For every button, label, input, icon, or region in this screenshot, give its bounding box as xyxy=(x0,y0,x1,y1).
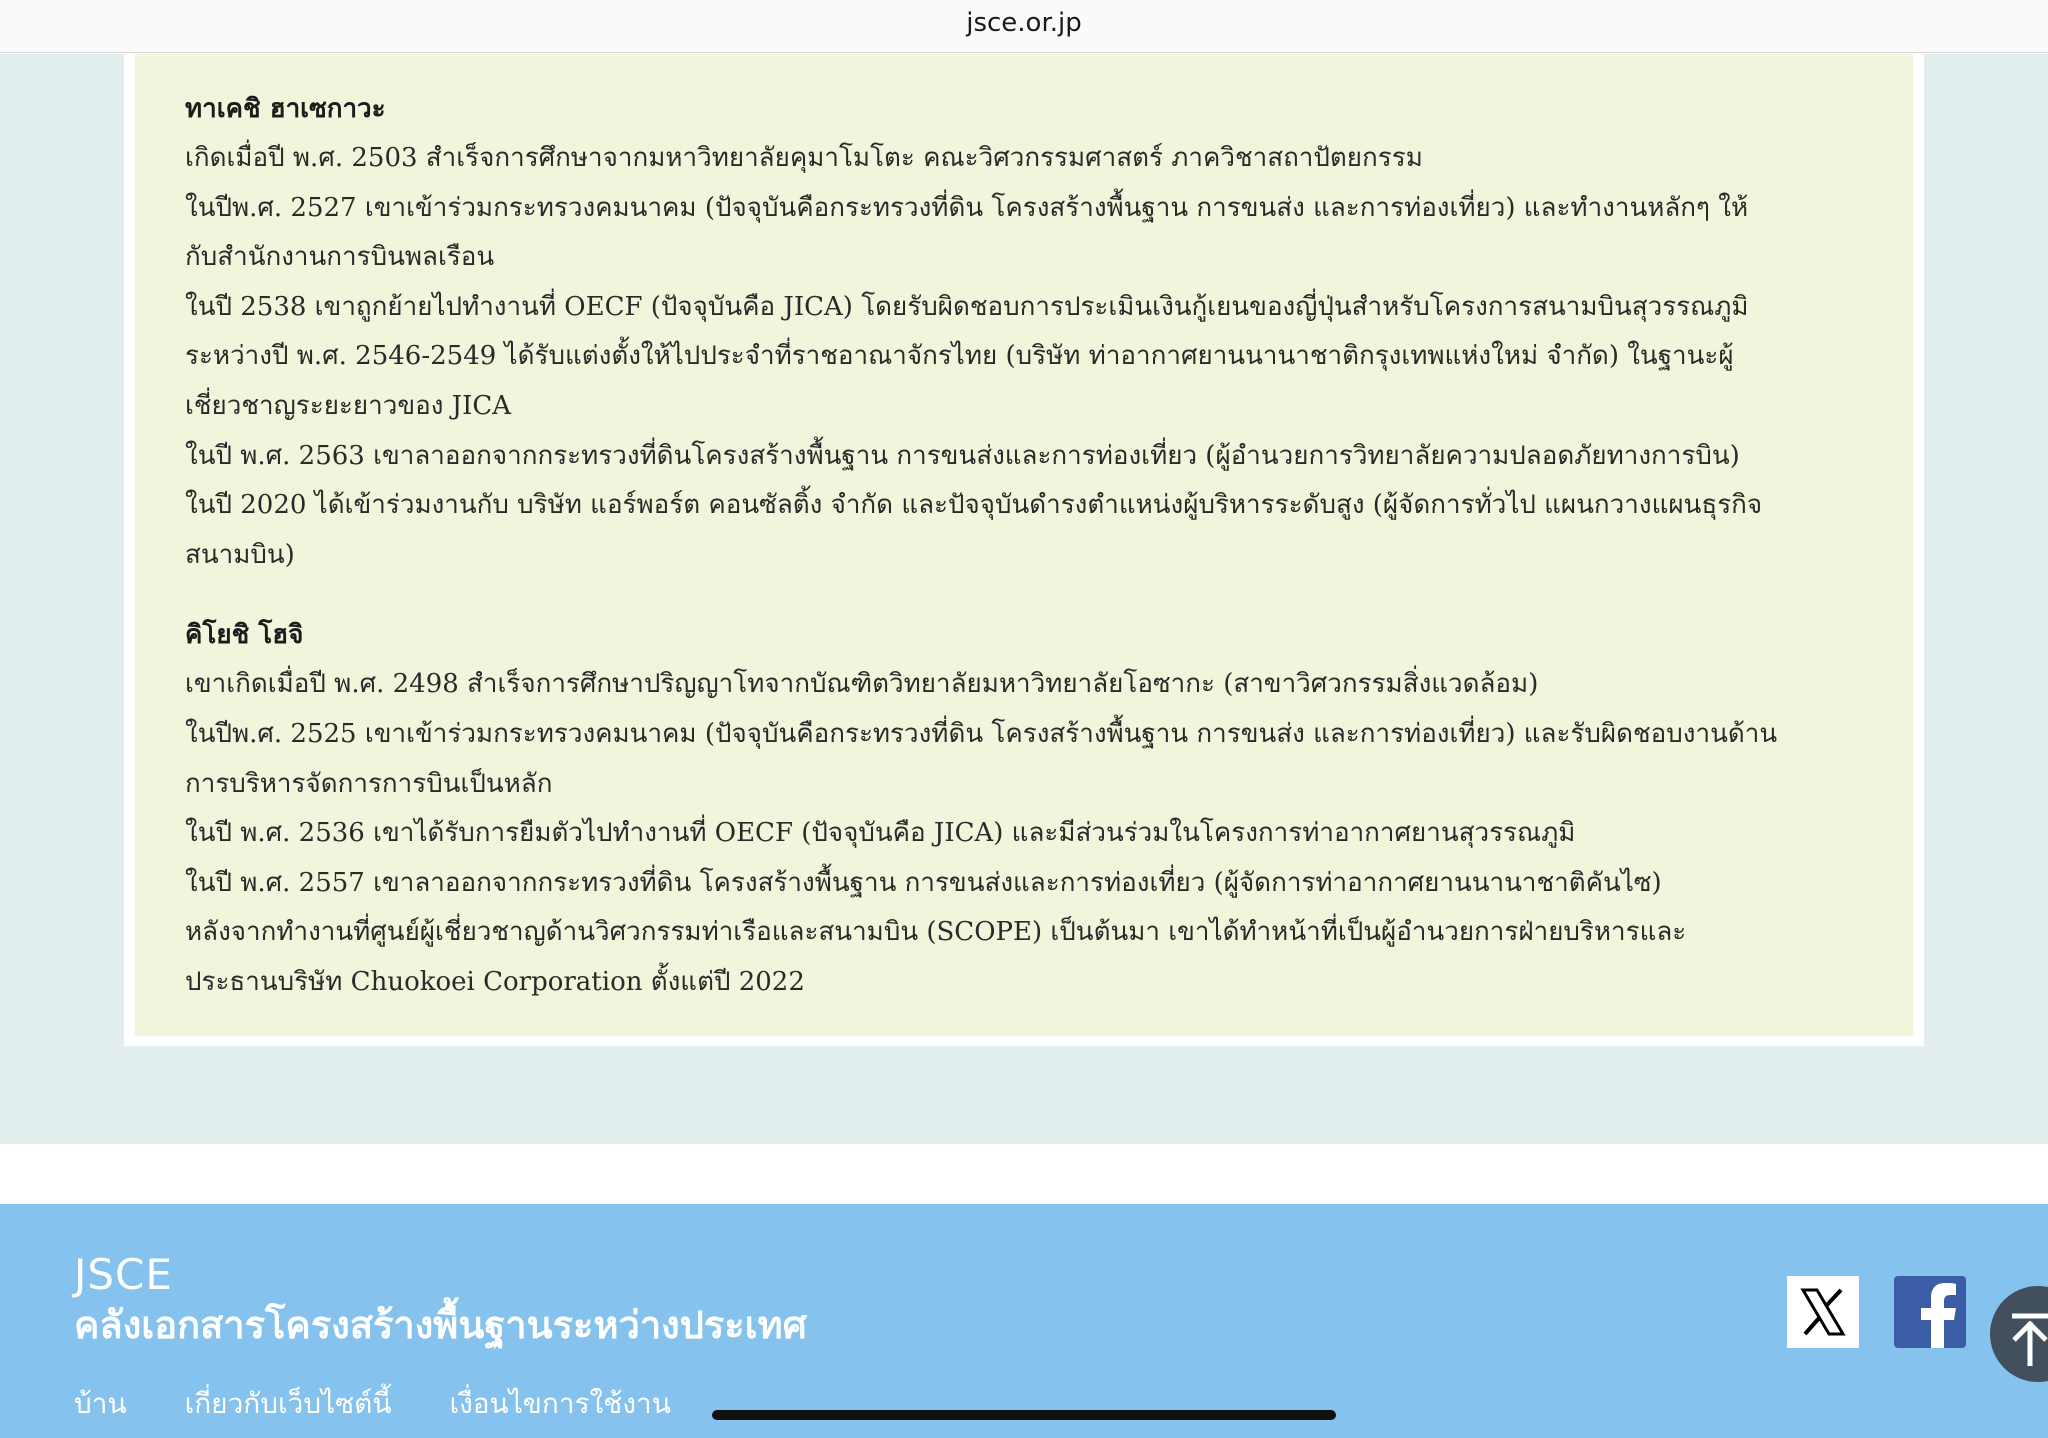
bio-line: ในปีพ.ศ. 2527 เขาเข้าร่วมกระทรวงคมนาคม (ปัจจุบันคือกระทรวงที่ดิน โครงสร้างพื้นฐาน การขนส่ง และการท่องเที่ยว) และทำงานหลักๆ ให้ xyxy=(185,192,1749,223)
site-footer xyxy=(0,1204,2048,1438)
bio-line: ในปี พ.ศ. 2557 เขาลาออกจากกระทรวงที่ดิน โครงสร้างพื้นฐาน การขนส่งและการท่องเที่ยว (ผู้จัดการท่าอากาศยานนานาชาติคันไซ) xyxy=(185,867,1662,898)
footer-link-home[interactable]: บ้าน xyxy=(74,1387,127,1420)
bio-line: ในปี 2020 ได้เข้าร่วมงานกับ บริษัท แอร์พอร์ต คอนซัลติ้ง จำกัด และปัจจุบันดำรงตำแหน่งผู้บริหารระดับสูง (ผู้จัดการทั่วไป แผนกวางแผนธุรกิจ xyxy=(185,490,1763,521)
bio-line: ในปี 2538 เขาถูกย้ายไปทำงานที่ OECF (ปัจจุบันคือ JICA) โดยรับผิดชอบการประเมินเงินกู้เยนของญี่ปุ่นสำหรับโครงการสนามบินสุวรรณภูมิ xyxy=(185,291,1749,322)
bio-line: ในปี พ.ศ. 2536 เขาได้รับการยืมตัวไปทำงานที่ OECF (ปัจจุบันคือ JICA) และมีส่วนร่วมในโครงการท่าอากาศยานสุวรรณภูมิ xyxy=(185,818,1576,849)
bio-line: ประธานบริษัท Chuokoei Corporation ตั้งแต่ปี 2022 xyxy=(185,966,805,997)
footer-nav xyxy=(74,1384,671,1424)
footer-link-about[interactable]: เกี่ยวกับเว็บไซต์นี้ xyxy=(184,1387,392,1420)
bio-line: การบริหารจัดการการบินเป็นหลัก xyxy=(185,768,553,799)
browser-url-bar[interactable] xyxy=(0,0,2048,53)
facebook-logo-icon xyxy=(1894,1276,1966,1348)
bio-line: ระหว่างปี พ.ศ. 2546-2549 ได้รับแต่งตั้งให้ไปประจำที่ราชอาณาจักรไทย (บริษัท ท่าอากาศยานนานาชาติกรุงเทพแห่งใหม่ จำกัด) ในฐานะผู้ xyxy=(185,341,1734,372)
bio-line: สนามบิน) xyxy=(185,539,295,570)
arrow-up-icon xyxy=(1990,1286,2048,1382)
x-logo-icon[interactable] xyxy=(1787,1276,1859,1348)
bio-line: ในปีพ.ศ. 2525 เขาเข้าร่วมกระทรวงคมนาคม (ปัจจุบันคือกระทรวงที่ดิน โครงสร้างพื้นฐาน การขนส่ง และการท่องเที่ยว) และรับผิดชอบงานด้าน xyxy=(185,718,1778,749)
bio-line: หลังจากทำงานที่ศูนย์ผู้เชี่ยวชาญด้านวิศวกรรมท่าเรือและสนามบิน (SCOPE) เป็นต้นมา เขาได้ทำหน้าที่เป็นผู้อำนวยการฝ่ายบริหารและ xyxy=(185,917,1687,948)
bio-line: เกิดเมื่อปี พ.ศ. 2503 สำเร็จการศึกษาจากมหาวิทยาลัยคุมาโมโตะ คณะวิศวกรรมศาสตร์ ภาควิชาสถาปัตยกรรม xyxy=(185,143,1423,173)
bio-line: เชี่ยวชาญระยะยาวของ JICA xyxy=(185,390,512,421)
person-profile xyxy=(185,610,1863,1007)
person-profile xyxy=(185,84,1863,580)
facebook-logo-icon[interactable] xyxy=(1894,1276,1966,1348)
url-text[interactable]: jsce.or.jp xyxy=(966,8,1082,38)
person-name: ทาเคชิ ฮาเซกาวะ xyxy=(185,94,386,124)
bio-line: ในปี พ.ศ. 2563 เขาลาออกจากกระทรวงที่ดินโครงสร้างพื้นฐาน การขนส่งและการท่องเที่ยว (ผู้อำนวยการวิทยาลัยความปลอดภัยทางการบิน) xyxy=(185,440,1740,471)
x-logo-icon xyxy=(1795,1284,1851,1340)
footer-link-terms[interactable]: เงื่อนไขการใช้งาน xyxy=(449,1387,671,1420)
back-to-top-button[interactable] xyxy=(1990,1286,2048,1382)
home-indicator[interactable] xyxy=(712,1410,1336,1420)
section-spacer xyxy=(0,1144,2048,1204)
bio-line: กับสำนักงานการบินพลเรือน xyxy=(185,242,495,273)
footer-brand[interactable]: JSCE xyxy=(74,1250,173,1299)
person-name: คิโยชิ โฮจิ xyxy=(185,620,304,651)
footer-subtitle[interactable]: คลังเอกสารโครงสร้างพื้นฐานระหว่างประเทศ xyxy=(74,1303,807,1347)
bio-line: เขาเกิดเมื่อปี พ.ศ. 2498 สำเร็จการศึกษาปริญญาโทจากบัณฑิตวิทยาลัยมหาวิทยาลัยโอซากะ (สาขาวิศวกรรมสิ่งแวดล้อม) xyxy=(185,669,1539,700)
profile-card xyxy=(135,54,1913,1036)
